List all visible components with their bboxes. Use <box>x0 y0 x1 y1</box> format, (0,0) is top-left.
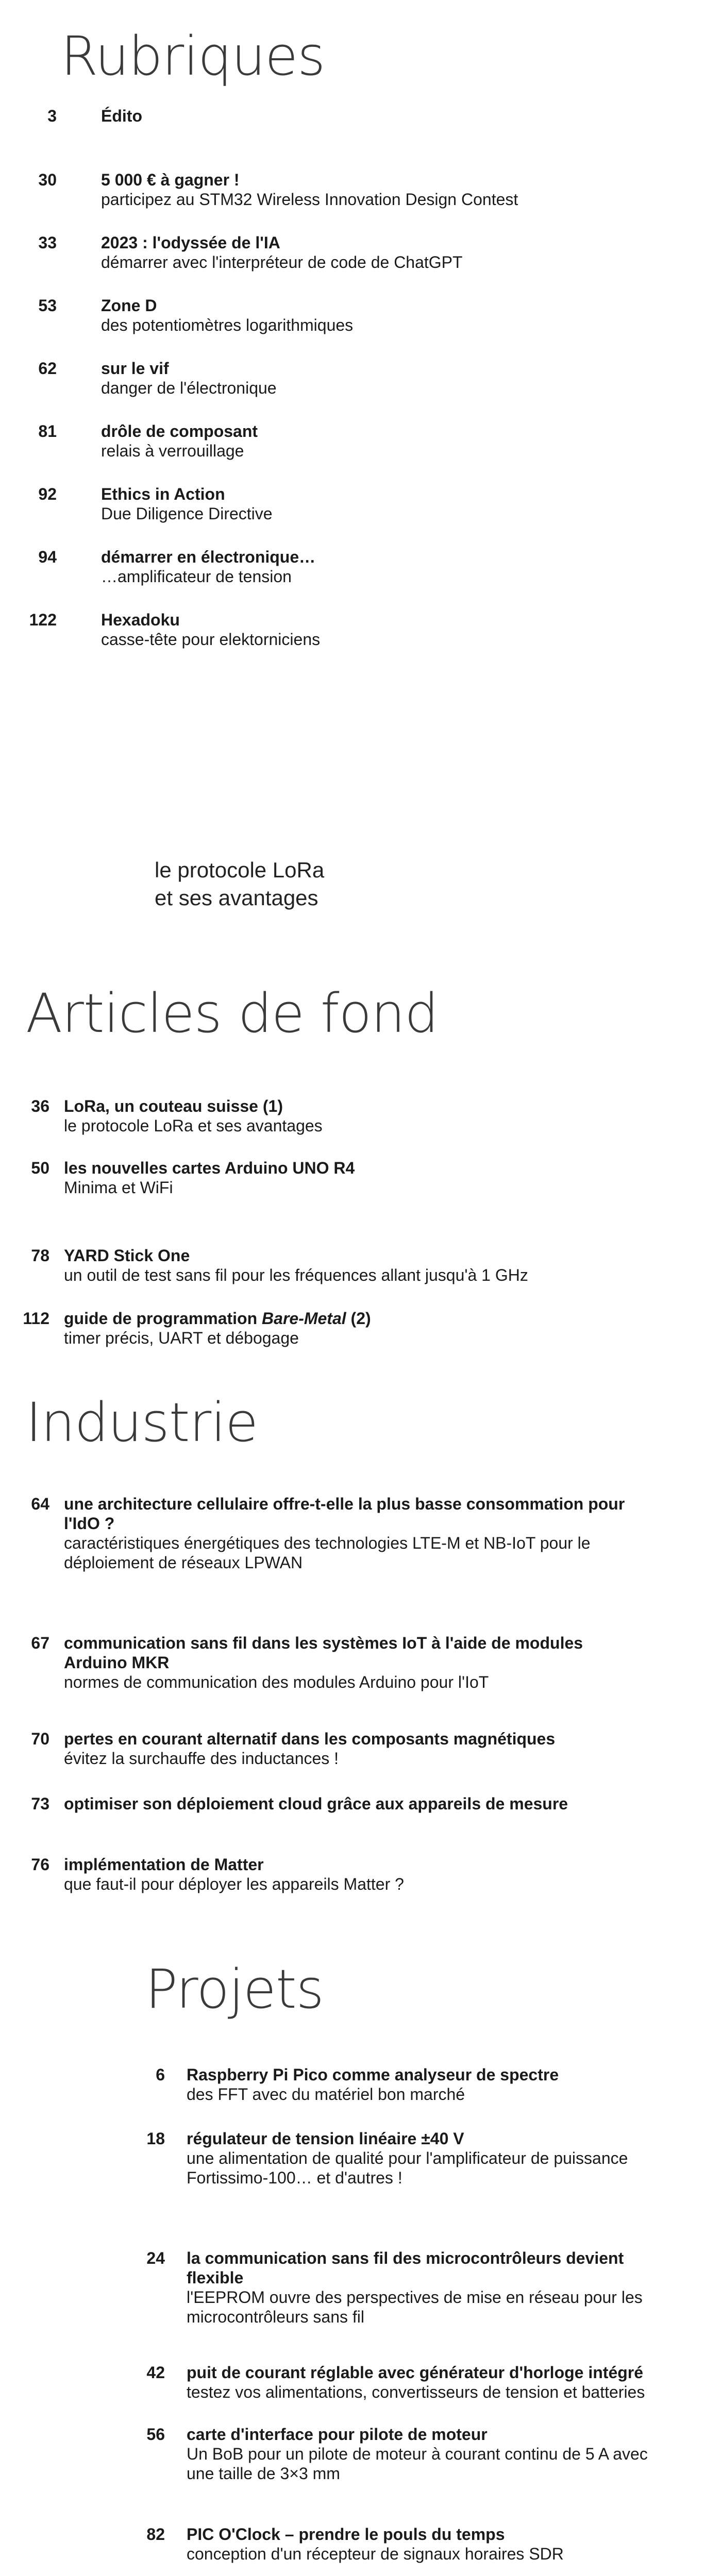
entry-subtitle: évitez la surchauffe des inductances ! <box>64 1749 339 1768</box>
page-number: 70 <box>31 1730 49 1748</box>
entry-subtitle: testez vos alimentations, convertisseurs de tension et batteries <box>187 2383 645 2401</box>
entry-title: pertes en courant alternatif dans les composants magnétiques <box>64 1730 556 1748</box>
entry-title: Zone D <box>101 296 157 315</box>
lora-blurb <box>155 856 324 912</box>
entry-title: la communication sans fil des microcontrôleurs devient flexible <box>187 2249 624 2287</box>
page-number: 6 <box>156 2065 165 2084</box>
page-number: 42 <box>146 2363 165 2382</box>
industrie-title: Industrie <box>26 1391 258 1454</box>
entry-title <box>64 1309 371 1328</box>
entry-title-emphasis: Bare-Metal <box>262 1309 346 1328</box>
entry-title: YARD Stick One <box>64 1246 190 1265</box>
entry-title: communication sans fil dans les systèmes IoT à l'aide de modules Arduino MKR <box>64 1634 583 1672</box>
entry-subtitle: relais à verrouillage <box>101 442 244 460</box>
entry-subtitle: des FFT avec du matériel bon marché <box>187 2085 465 2104</box>
entry-subtitle: Un BoB pour un pilote de moteur à courant continu de 5 A avec une taille de 3×3 mm <box>187 2445 648 2483</box>
entry-subtitle: danger de l'électronique <box>101 379 277 397</box>
page-number: 30 <box>38 171 57 189</box>
page-number: 76 <box>31 1855 49 1874</box>
articles-de-fond-title: Articles de fond <box>26 982 439 1045</box>
page-number: 73 <box>31 1794 49 1813</box>
entry-title: Hexadoku <box>101 611 180 629</box>
entry-title: régulateur de tension linéaire ±40 V <box>187 2129 464 2148</box>
page-number: 78 <box>31 1246 49 1265</box>
entry-title-part: guide de programmation <box>64 1309 262 1328</box>
page-number: 3 <box>47 107 57 125</box>
entry-title: une architecture cellulaire offre-t-elle la plus basse consommation pour l'IdO ? <box>64 1495 625 1533</box>
entry-title: 5 000 € à gagner ! <box>101 171 240 189</box>
entry-subtitle: Due Diligence Directive <box>101 504 273 523</box>
page-number: 50 <box>31 1159 49 1177</box>
entry-subtitle: un outil de test sans fil pour les fréquences allant jusqu'à 1 GHz <box>64 1266 528 1284</box>
entry-title: sur le vif <box>101 359 169 378</box>
page-number: 33 <box>38 233 57 252</box>
entry-title: drôle de composant <box>101 422 258 440</box>
page-number: 94 <box>38 548 57 566</box>
entry-title: les nouvelles cartes Arduino UNO R4 <box>64 1159 355 1177</box>
page-number: 18 <box>146 2129 165 2148</box>
entry-title: LoRa, un couteau suisse (1) <box>64 1097 283 1115</box>
page-number: 112 <box>23 1309 49 1328</box>
entry-title: PIC O'Clock – prendre le pouls du temps <box>187 2525 505 2544</box>
entry-subtitle: normes de communication des modules Arduino pour l'IoT <box>64 1673 489 1691</box>
entry-subtitle: que faut-il pour déployer les appareils Matter ? <box>64 1875 404 1893</box>
page-number: 24 <box>146 2249 165 2267</box>
entry-title: puit de courant réglable avec générateur d'horloge intégré <box>187 2363 644 2382</box>
entry-title: Raspberry Pi Pico comme analyseur de spectre <box>187 2065 559 2084</box>
page-number: 64 <box>31 1495 49 1513</box>
page-number: 56 <box>146 2425 165 2444</box>
entry-title: Édito <box>101 107 142 125</box>
entry-title: carte d'interface pour pilote de moteur <box>187 2425 488 2444</box>
lora-blurb-line: le protocole LoRa <box>155 858 325 882</box>
entry-subtitle: une alimentation de qualité pour l'amplificateur de puissance Fortissimo-100… et d'autres ! <box>187 2149 628 2187</box>
page-number: 62 <box>38 359 57 378</box>
page-number: 81 <box>38 422 57 440</box>
projets-title: Projets <box>145 1958 324 2021</box>
entry-subtitle: participez au STM32 Wireless Innovation Design Contest <box>101 190 518 209</box>
entry-title: 2023 : l'odyssée de l'IA <box>101 233 280 252</box>
entry-subtitle: l'EEPROM ouvre des perspectives de mise en réseau pour les microcontrôleurs sans fil <box>187 2288 643 2326</box>
entry-title-part: (2) <box>346 1309 371 1328</box>
entry-subtitle: caractéristiques énergétiques des technologies LTE-M et NB-IoT pour le déploiement de réseaux LPWAN <box>64 1534 591 1572</box>
page-number: 36 <box>31 1097 49 1115</box>
lora-blurb-line: et ses avantages <box>155 886 318 910</box>
entry-subtitle: conception d'un récepteur de signaux horaires SDR <box>187 2545 564 2563</box>
entry-subtitle: timer précis, UART et débogage <box>64 1329 299 1347</box>
entry-title: Ethics in Action <box>101 485 225 503</box>
page-number: 82 <box>146 2525 165 2544</box>
entry-title: démarrer en électronique… <box>101 548 316 566</box>
entry-subtitle: des potentiomètres logarithmiques <box>101 316 354 334</box>
entry-subtitle: démarrer avec l'interpréteur de code de ChatGPT <box>101 253 463 272</box>
entry-subtitle: casse-tête pour elektorniciens <box>101 630 321 649</box>
entry-title: implémentation de Matter <box>64 1855 264 1874</box>
rubriques-title: Rubriques <box>61 25 325 88</box>
page-number: 92 <box>38 485 57 503</box>
entry-subtitle: Minima et WiFi <box>64 1178 173 1197</box>
page-number: 122 <box>29 611 57 629</box>
entry-title: optimiser son déploiement cloud grâce aux appareils de mesure <box>64 1794 568 1813</box>
entry-subtitle: …amplificateur de tension <box>101 567 292 586</box>
entry-subtitle: le protocole LoRa et ses avantages <box>64 1116 323 1135</box>
page-number: 53 <box>38 296 57 315</box>
page-number: 67 <box>31 1634 49 1652</box>
